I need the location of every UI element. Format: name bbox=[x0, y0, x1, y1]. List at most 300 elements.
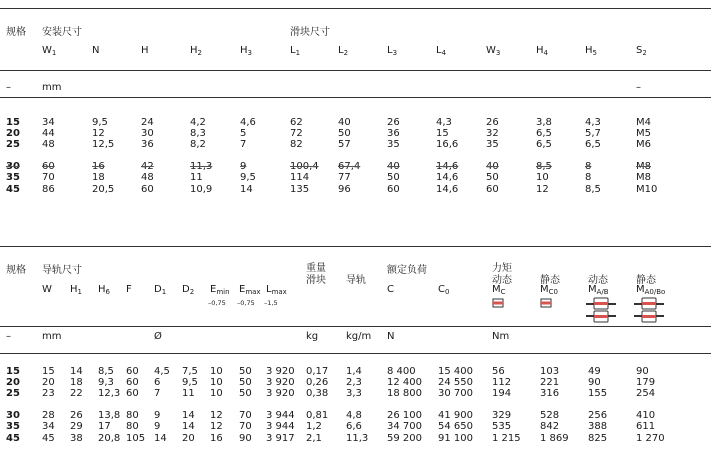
t1-col-l1 bbox=[290, 45, 300, 57]
t2-weight-header: 重量 bbox=[306, 263, 326, 274]
t2-cell: 13,8 bbox=[98, 410, 121, 421]
t2-col-mab-main: M bbox=[588, 284, 597, 295]
t1-cell: 10 bbox=[536, 172, 549, 183]
t2-col-mc-sub: C bbox=[500, 288, 506, 296]
t1-col-h3 bbox=[240, 45, 252, 57]
t1-cell: 9,5 bbox=[240, 172, 256, 183]
t1-cell: M8 bbox=[636, 161, 651, 172]
t1-col-h2-sub: 2 bbox=[197, 49, 202, 57]
t1-cell: 50 bbox=[338, 128, 351, 139]
t1-header-rule bbox=[0, 70, 711, 71]
t1-col-h4-main: H bbox=[536, 45, 544, 56]
t1-cell: 6,5 bbox=[536, 128, 552, 139]
t2-cell: 14 bbox=[154, 433, 167, 444]
t1-cell: 77 bbox=[338, 172, 351, 183]
t2-cell: 15 400 bbox=[438, 366, 473, 377]
t2-spec-cell: 25 bbox=[6, 388, 20, 399]
t2-col-f bbox=[126, 284, 132, 295]
t2-cell: 54 650 bbox=[438, 421, 473, 432]
t1-cell: 12,5 bbox=[92, 139, 115, 150]
t1-cell: 86 bbox=[42, 184, 55, 195]
t2-col-mc0-main: M bbox=[540, 284, 549, 295]
t2-col-mc0-sub: C0 bbox=[548, 288, 558, 296]
t2-cell: 316 bbox=[540, 388, 560, 399]
t2-col-ma0bo-sub: A0/Bo bbox=[644, 288, 666, 296]
t2-cell: 23 bbox=[42, 388, 55, 399]
t2-spec-cell: 35 bbox=[6, 421, 20, 432]
t1-cell: 48 bbox=[141, 172, 154, 183]
t1-cell: 5,7 bbox=[585, 128, 601, 139]
t2-spec-header: 规格 bbox=[6, 265, 26, 276]
t1-cell: 36 bbox=[387, 128, 400, 139]
t2-cell: 1 270 bbox=[636, 433, 665, 444]
t1-cell: 12 bbox=[536, 184, 549, 195]
t1-cell: 60 bbox=[42, 161, 55, 172]
t1-cell: 5 bbox=[240, 128, 247, 139]
t1-cell: 14,6 bbox=[436, 161, 459, 172]
t2-cell: 41 900 bbox=[438, 410, 473, 421]
t1-cell: 4,3 bbox=[585, 117, 601, 128]
rail-block-pair-icon bbox=[634, 297, 664, 323]
t2-spec-cell: 30 bbox=[6, 410, 20, 421]
t1-cell: 14,6 bbox=[436, 172, 459, 183]
t2-cell: 611 bbox=[636, 421, 656, 432]
t2-cell: 6 bbox=[154, 377, 161, 388]
t2-cell: 20,8 bbox=[98, 433, 121, 444]
t2-col-lmax-main: L bbox=[266, 284, 272, 295]
t1-cell: 14 bbox=[240, 184, 253, 195]
t2-cell: 80 bbox=[126, 421, 139, 432]
t1-spec-cell: 45 bbox=[6, 184, 20, 195]
t1-col-l3 bbox=[387, 45, 397, 57]
t2-col-d2-main: D bbox=[182, 284, 190, 295]
t2-cell: 1 869 bbox=[540, 433, 569, 444]
t2-col-emax bbox=[239, 284, 261, 296]
t2-spec-cell: 15 bbox=[6, 366, 20, 377]
t1-cell: 11 bbox=[190, 172, 203, 183]
t1-col-s2-main: S bbox=[636, 45, 643, 56]
t2-cell: 535 bbox=[492, 421, 512, 432]
t2-col-c bbox=[387, 284, 394, 295]
t2-cell: 29 bbox=[70, 421, 83, 432]
t2-cell: 80 bbox=[126, 410, 139, 421]
t1-col-w1 bbox=[42, 45, 56, 57]
t1-col-h5-main: H bbox=[585, 45, 593, 56]
t2-weight-block: 滑块 bbox=[306, 275, 326, 286]
t1-col-l3-main: L bbox=[387, 45, 393, 56]
t1-cell: 16 bbox=[92, 161, 105, 172]
t2-cell: 91 100 bbox=[438, 433, 473, 444]
t1-col-h3-sub: 3 bbox=[247, 49, 252, 57]
t1-cell: 26 bbox=[387, 117, 400, 128]
t2-cell: 3 944 bbox=[266, 421, 295, 432]
t2-cell: 9 bbox=[154, 421, 161, 432]
t2-col-h1-main: H bbox=[70, 284, 78, 295]
t1-cell: 62 bbox=[290, 117, 303, 128]
t2-cell: 38 bbox=[70, 433, 83, 444]
t1-cell: 26 bbox=[486, 117, 499, 128]
t2-cell: 9 bbox=[154, 410, 161, 421]
t2-cell: 4,8 bbox=[346, 410, 362, 421]
t2-cell: 26 100 bbox=[387, 410, 422, 421]
t1-col-l3-sub: 3 bbox=[392, 49, 398, 57]
t2-cell: 10 bbox=[210, 366, 223, 377]
t1-cell: 60 bbox=[486, 184, 499, 195]
t2-cell: 16 bbox=[210, 433, 223, 444]
t1-cell: 67,4 bbox=[338, 161, 361, 172]
t2-col-d1-sub: 1 bbox=[161, 288, 167, 296]
t1-cell: 44 bbox=[42, 128, 55, 139]
t1-spec-cell: 25 bbox=[6, 139, 20, 150]
t2-col-mab-sub: A/B bbox=[596, 288, 609, 296]
t2-col-d2 bbox=[182, 284, 194, 296]
t2-col-mc bbox=[492, 284, 506, 296]
t2-col-f-main: F bbox=[126, 284, 132, 295]
t1-cell: 6,5 bbox=[585, 139, 601, 150]
t2-dynamic-2: 动态 bbox=[588, 275, 608, 286]
t2-col-w bbox=[42, 284, 52, 295]
t1-col-h2 bbox=[190, 45, 202, 57]
t2-cell: 20 bbox=[182, 433, 195, 444]
t2-cell: 10 bbox=[210, 377, 223, 388]
t2-cell: 0,38 bbox=[306, 388, 329, 399]
t2-tol-lmax: –1,5 bbox=[264, 299, 278, 307]
block-icon bbox=[492, 298, 504, 308]
t1-mount-header: 安装尺寸 bbox=[42, 27, 82, 38]
t2-cell: 3 920 bbox=[266, 388, 295, 399]
t1-unit-mm: mm bbox=[42, 82, 62, 93]
t2-unit: Ø bbox=[154, 331, 162, 342]
t2-cell: 410 bbox=[636, 410, 656, 421]
t2-cell: 3,3 bbox=[346, 388, 362, 399]
t1-unit-dash-right: – bbox=[636, 82, 641, 93]
t1-cell: M4 bbox=[636, 117, 651, 128]
t1-cell: 9 bbox=[240, 161, 247, 172]
t2-cell: 12 400 bbox=[387, 377, 422, 388]
t2-cell: 90 bbox=[239, 433, 252, 444]
t1-cell: 72 bbox=[290, 128, 303, 139]
t2-col-h6 bbox=[98, 284, 110, 296]
t2-col-ma0bo-main: M bbox=[636, 284, 645, 295]
t2-col-c0-sub: 0 bbox=[444, 288, 450, 296]
t2-col-w-main: W bbox=[42, 284, 52, 295]
t2-cell: 1,2 bbox=[306, 421, 322, 432]
t1-col-w3-main: W bbox=[486, 45, 496, 56]
t1-col-l4-sub: 4 bbox=[441, 49, 447, 57]
t2-cell: 14 bbox=[182, 421, 195, 432]
t1-cell: 4,6 bbox=[240, 117, 256, 128]
t2-cell: 11 bbox=[182, 388, 195, 399]
t1-col-l4-main: L bbox=[436, 45, 442, 56]
t2-unit: Nm bbox=[492, 331, 510, 342]
t1-spec-header: 规格 bbox=[6, 27, 26, 38]
t2-col-h6-sub: 6 bbox=[105, 288, 110, 296]
t2-static-1: 静态 bbox=[540, 275, 560, 286]
t1-cell: 8 bbox=[585, 172, 592, 183]
t2-col-h1 bbox=[70, 284, 82, 296]
t2-cell: 15 bbox=[42, 366, 55, 377]
t2-col-mc0 bbox=[540, 284, 558, 296]
t2-cell: 14 bbox=[182, 410, 195, 421]
t1-cell: 6,5 bbox=[536, 139, 552, 150]
t2-cell: 256 bbox=[588, 410, 608, 421]
t2-cell: 825 bbox=[588, 433, 608, 444]
t1-spec-cell: 20 bbox=[6, 128, 20, 139]
t2-cell: 12 bbox=[210, 421, 223, 432]
t2-cell: 26 bbox=[70, 410, 83, 421]
t2-cell: 28 bbox=[42, 410, 55, 421]
t2-cell: 0,81 bbox=[306, 410, 329, 421]
t2-cell: 22 bbox=[70, 388, 83, 399]
t1-cell: 42 bbox=[141, 161, 154, 172]
t2-cell: 7,5 bbox=[182, 366, 198, 377]
t2-cell: 12 bbox=[210, 410, 223, 421]
t2-col-ma0bo bbox=[636, 284, 665, 296]
t1-cell: 48 bbox=[42, 139, 55, 150]
t1-col-s2-sub: 2 bbox=[642, 49, 647, 57]
t1-cell: 50 bbox=[387, 172, 400, 183]
t1-cell: 15 bbox=[436, 128, 449, 139]
t1-cell: M8 bbox=[636, 172, 651, 183]
t2-col-c-main: C bbox=[387, 284, 394, 295]
t2-cell: 59 200 bbox=[387, 433, 422, 444]
t1-col-w3 bbox=[486, 45, 500, 57]
t1-cell: 4,2 bbox=[190, 117, 206, 128]
t1-cell: 100,4 bbox=[290, 161, 319, 172]
t2-tol-emin: –0,75 bbox=[208, 299, 226, 307]
t2-unit: kg/m bbox=[346, 331, 372, 342]
t2-unit-rule bbox=[0, 353, 711, 354]
t2-cell: 50 bbox=[239, 366, 252, 377]
t2-cell: 20 bbox=[42, 377, 55, 388]
t1-col-h5 bbox=[585, 45, 597, 57]
t1-spec-cell: 15 bbox=[6, 117, 20, 128]
t1-block-header: 滑块尺寸 bbox=[290, 27, 330, 38]
t2-dynamic-1: 动态 bbox=[492, 275, 512, 286]
t2-spec-cell: 45 bbox=[6, 433, 20, 444]
t1-cell: 35 bbox=[486, 139, 499, 150]
t2-cell: 3 917 bbox=[266, 433, 295, 444]
t1-col-h5-sub: 5 bbox=[592, 49, 597, 57]
t2-cell: 10 bbox=[210, 388, 223, 399]
t1-cell: 135 bbox=[290, 184, 310, 195]
t2-cell: 112 bbox=[492, 377, 512, 388]
t1-cell: 70 bbox=[42, 172, 55, 183]
t1-col-l2-main: L bbox=[338, 45, 344, 56]
t2-cell: 3 920 bbox=[266, 377, 295, 388]
t2-cell: 8 400 bbox=[387, 366, 416, 377]
t2-cell: 11,3 bbox=[346, 433, 369, 444]
t2-cell: 388 bbox=[588, 421, 608, 432]
t1-cell: 30 bbox=[141, 128, 154, 139]
t2-cell: 155 bbox=[588, 388, 608, 399]
t2-cell: 3 920 bbox=[266, 366, 295, 377]
t2-spec-cell: 20 bbox=[6, 377, 20, 388]
t1-cell: 4,3 bbox=[436, 117, 452, 128]
t2-col-d1 bbox=[154, 284, 166, 296]
t1-cell: M6 bbox=[636, 139, 651, 150]
t2-cell: 50 bbox=[239, 377, 252, 388]
t2-col-emax-sub: max bbox=[245, 288, 261, 296]
t2-cell: 0,26 bbox=[306, 377, 329, 388]
t1-col-h bbox=[141, 45, 149, 56]
t1-cell: 32 bbox=[486, 128, 499, 139]
t2-cell: 49 bbox=[588, 366, 601, 377]
t2-cell: 103 bbox=[540, 366, 560, 377]
t2-tol-emax: –0,75 bbox=[237, 299, 255, 307]
t1-col-w1-sub: 1 bbox=[51, 49, 57, 57]
t1-cell: 8 bbox=[585, 161, 592, 172]
t2-cell: 34 bbox=[42, 421, 55, 432]
t1-col-h2-main: H bbox=[190, 45, 198, 56]
t1-col-l2-sub: 2 bbox=[343, 49, 349, 57]
t1-col-w3-sub: 3 bbox=[495, 49, 501, 57]
t1-cell: 8,3 bbox=[190, 128, 206, 139]
t1-cell: 8,5 bbox=[536, 161, 552, 172]
t2-unit: – bbox=[6, 331, 11, 342]
t1-cell: 50 bbox=[486, 172, 499, 183]
t1-cell: 8,2 bbox=[190, 139, 206, 150]
t2-unit: kg bbox=[306, 331, 319, 342]
t2-col-lmax bbox=[266, 284, 287, 296]
rail-block-pair-icon bbox=[586, 297, 616, 323]
t2-weight-rail: 导轨 bbox=[346, 275, 366, 286]
t1-cell: 18 bbox=[92, 172, 105, 183]
t1-col-h3-main: H bbox=[240, 45, 248, 56]
t1-cell: 8,5 bbox=[585, 184, 601, 195]
t2-cell: 14 bbox=[70, 366, 83, 377]
t2-cell: 329 bbox=[492, 410, 512, 421]
t1-col-n bbox=[92, 45, 99, 56]
t2-unit: N bbox=[387, 331, 395, 342]
t2-cell: 2,1 bbox=[306, 433, 322, 444]
t2-col-h1-sub: 1 bbox=[77, 288, 82, 296]
t1-cell: 20,5 bbox=[92, 184, 115, 195]
t1-spec-cell: 35 bbox=[6, 172, 20, 183]
t2-cell: 842 bbox=[540, 421, 560, 432]
t2-cell: 90 bbox=[588, 377, 601, 388]
t1-cell: M5 bbox=[636, 128, 651, 139]
t1-cell: 57 bbox=[338, 139, 351, 150]
t2-header-rule bbox=[0, 326, 711, 327]
block-icon bbox=[540, 298, 552, 308]
t1-cell: 82 bbox=[290, 139, 303, 150]
t2-cell: 34 700 bbox=[387, 421, 422, 432]
t1-cell: 9,5 bbox=[92, 117, 108, 128]
t2-cell: 194 bbox=[492, 388, 512, 399]
t2-cell: 221 bbox=[540, 377, 560, 388]
t2-top-rule bbox=[0, 246, 711, 247]
t2-col-c0-main: C bbox=[438, 284, 445, 295]
t2-col-emin bbox=[210, 284, 230, 296]
t1-cell: M10 bbox=[636, 184, 658, 195]
t2-cell: 60 bbox=[126, 377, 139, 388]
t1-col-l4 bbox=[436, 45, 446, 57]
t1-cell: 12 bbox=[92, 128, 105, 139]
t1-cell: 34 bbox=[42, 117, 55, 128]
t2-cell: 0,17 bbox=[306, 366, 329, 377]
t2-cell: 70 bbox=[239, 410, 252, 421]
t1-col-n-main: N bbox=[92, 45, 100, 56]
t1-cell: 114 bbox=[290, 172, 310, 183]
t1-unit-dash-left: – bbox=[6, 82, 11, 93]
t2-col-mab bbox=[588, 284, 609, 296]
t1-col-l2 bbox=[338, 45, 348, 57]
t2-cell: 60 bbox=[126, 366, 139, 377]
t1-cell: 14,6 bbox=[436, 184, 459, 195]
t2-cell: 18 bbox=[70, 377, 83, 388]
t1-cell: 96 bbox=[338, 184, 351, 195]
t2-col-d2-sub: 2 bbox=[189, 288, 195, 296]
t2-cell: 6,6 bbox=[346, 421, 362, 432]
t2-col-emin-main: E bbox=[210, 284, 217, 295]
t2-moment-header: 力矩 bbox=[492, 263, 512, 274]
t1-col-h4 bbox=[536, 45, 548, 57]
t2-col-c0 bbox=[438, 284, 449, 296]
t2-col-h6-main: H bbox=[98, 284, 106, 295]
top-rule bbox=[0, 8, 711, 9]
t2-cell: 17 bbox=[98, 421, 111, 432]
t2-cell: 7 bbox=[154, 388, 161, 399]
t2-cell: 4,5 bbox=[154, 366, 170, 377]
t2-rated-load-header: 额定负荷 bbox=[387, 265, 427, 276]
t2-col-mc-main: M bbox=[492, 284, 501, 295]
t2-cell: 50 bbox=[239, 388, 252, 399]
t1-cell: 16,6 bbox=[436, 139, 459, 150]
t2-cell: 2,3 bbox=[346, 377, 362, 388]
t1-col-h-main: H bbox=[141, 45, 149, 56]
t2-static-2: 静态 bbox=[636, 275, 656, 286]
t2-cell: 24 550 bbox=[438, 377, 473, 388]
t2-col-lmax-sub: max bbox=[271, 288, 287, 296]
t2-cell: 56 bbox=[492, 366, 505, 377]
t2-cell: 60 bbox=[126, 388, 139, 399]
t1-col-s2 bbox=[636, 45, 647, 57]
t2-cell: 1 215 bbox=[492, 433, 521, 444]
t1-cell: 10,9 bbox=[190, 184, 213, 195]
t2-cell: 9,3 bbox=[98, 377, 114, 388]
t1-cell: 35 bbox=[387, 139, 400, 150]
t2-cell: 254 bbox=[636, 388, 656, 399]
t2-cell: 70 bbox=[239, 421, 252, 432]
t1-cell: 36 bbox=[141, 139, 154, 150]
t2-col-d1-main: D bbox=[154, 284, 162, 295]
t2-col-emax-main: E bbox=[239, 284, 246, 295]
t2-cell: 30 700 bbox=[438, 388, 473, 399]
t2-cell: 18 800 bbox=[387, 388, 422, 399]
t2-cell: 90 bbox=[636, 366, 649, 377]
t2-cell: 105 bbox=[126, 433, 146, 444]
t1-col-l1-main: L bbox=[290, 45, 296, 56]
t2-unit: mm bbox=[42, 331, 62, 342]
t1-cell: 40 bbox=[486, 161, 499, 172]
t1-cell: 40 bbox=[338, 117, 351, 128]
t2-cell: 12,3 bbox=[98, 388, 121, 399]
t1-spec-cell: 30 bbox=[6, 161, 20, 172]
t1-col-h4-sub: 4 bbox=[543, 49, 548, 57]
t1-cell: 24 bbox=[141, 117, 154, 128]
t1-unit-rule bbox=[0, 97, 711, 98]
t1-cell: 40 bbox=[387, 161, 400, 172]
t1-cell: 60 bbox=[387, 184, 400, 195]
t1-col-l1-sub: 1 bbox=[295, 49, 301, 57]
t2-cell: 1,4 bbox=[346, 366, 362, 377]
t2-cell: 9,5 bbox=[182, 377, 198, 388]
t1-cell: 11,3 bbox=[190, 161, 213, 172]
t1-col-w1-main: W bbox=[42, 45, 52, 56]
t2-cell: 3 944 bbox=[266, 410, 295, 421]
t1-cell: 60 bbox=[141, 184, 154, 195]
